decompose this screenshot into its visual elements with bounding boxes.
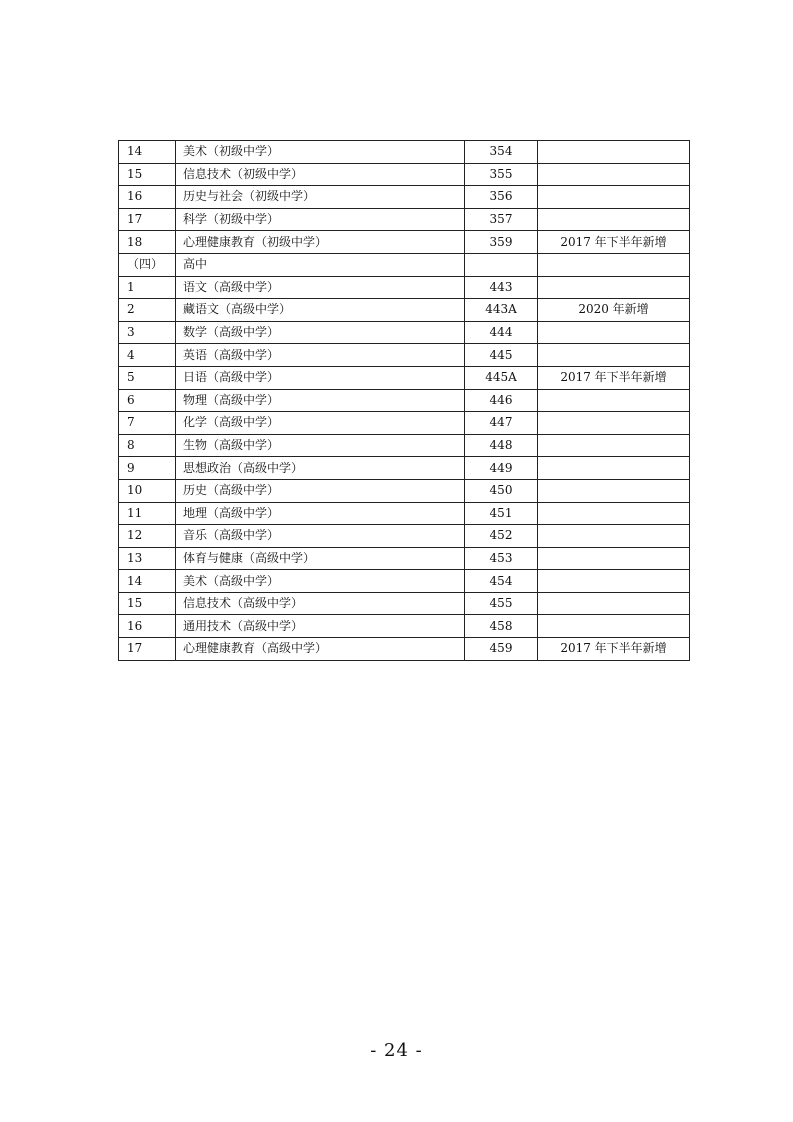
remark-cell [538, 412, 690, 435]
subject-name-cell: 高中 [176, 253, 465, 276]
table-row [119, 479, 690, 502]
row-number-cell: 9 [119, 457, 176, 480]
subject-code-cell: 455 [465, 592, 538, 615]
table-row [119, 344, 690, 367]
remark-cell: 2020 年新增 [538, 299, 690, 322]
subject-name-cell: 思想政治（高级中学） [176, 457, 465, 480]
remark-cell [538, 253, 690, 276]
subject-name-cell: 生物（高级中学） [176, 434, 465, 457]
subject-name-cell: 科学（初级中学） [176, 208, 465, 231]
remark-cell [538, 547, 690, 570]
row-number-cell: 17 [119, 638, 176, 661]
remark-cell: 2017 年下半年新增 [538, 231, 690, 254]
subject-name-cell: 语文（高级中学） [176, 276, 465, 299]
subject-code-cell: 453 [465, 547, 538, 570]
subject-name-cell: 物理（高级中学） [176, 389, 465, 412]
row-number-cell: 15 [119, 163, 176, 186]
subject-name-cell: 美术（初级中学） [176, 141, 465, 164]
row-number-cell: 13 [119, 547, 176, 570]
subject-code-cell: 445A [465, 366, 538, 389]
remark-cell [538, 525, 690, 548]
subject-name-cell: 藏语文（高级中学） [176, 299, 465, 322]
remark-cell [538, 434, 690, 457]
row-number-cell: 8 [119, 434, 176, 457]
subject-code-cell: 445 [465, 344, 538, 367]
subject-code-cell: 454 [465, 570, 538, 593]
remark-cell [538, 592, 690, 615]
subject-code-cell: 359 [465, 231, 538, 254]
table-row [119, 163, 690, 186]
row-number-cell: 7 [119, 412, 176, 435]
table-row [119, 502, 690, 525]
row-number-cell: 18 [119, 231, 176, 254]
table-row [119, 615, 690, 638]
row-number-cell: 10 [119, 479, 176, 502]
table-row [119, 186, 690, 209]
row-number-cell: 11 [119, 502, 176, 525]
row-number-cell: 14 [119, 141, 176, 164]
subject-name-cell: 历史（高级中学） [176, 479, 465, 502]
table-row [119, 547, 690, 570]
subject-code-cell: 446 [465, 389, 538, 412]
row-number-cell: 15 [119, 592, 176, 615]
remark-cell: 2017 年下半年新增 [538, 366, 690, 389]
page-number: - 24 - [370, 1040, 423, 1061]
row-number-cell: 6 [119, 389, 176, 412]
row-number-cell: 14 [119, 570, 176, 593]
subject-code-cell: 356 [465, 186, 538, 209]
subject-code-cell: 449 [465, 457, 538, 480]
subject-code-cell: 450 [465, 479, 538, 502]
table-row [119, 208, 690, 231]
subject-name-cell: 地理（高级中学） [176, 502, 465, 525]
table-row [119, 638, 690, 661]
subject-code-cell: 458 [465, 615, 538, 638]
subject-name-cell: 历史与社会（初级中学） [176, 186, 465, 209]
table-row [119, 412, 690, 435]
table-row [119, 321, 690, 344]
subject-name-cell: 日语（高级中学） [176, 366, 465, 389]
row-number-cell: 16 [119, 615, 176, 638]
table-row [119, 570, 690, 593]
row-number-cell: 17 [119, 208, 176, 231]
remark-cell [538, 321, 690, 344]
remark-cell [538, 344, 690, 367]
row-number-cell: （四） [119, 253, 176, 276]
subject-code-cell: 459 [465, 638, 538, 661]
subject-code-cell: 354 [465, 141, 538, 164]
subject-code-cell: 355 [465, 163, 538, 186]
remark-cell [538, 163, 690, 186]
subject-name-cell: 美术（高级中学） [176, 570, 465, 593]
table-row [119, 141, 690, 164]
subject-code-cell: 444 [465, 321, 538, 344]
table-row [119, 592, 690, 615]
remark-cell [538, 389, 690, 412]
table-row [119, 457, 690, 480]
remark-cell [538, 186, 690, 209]
subject-name-cell: 音乐（高级中学） [176, 525, 465, 548]
table-row [119, 525, 690, 548]
row-number-cell: 1 [119, 276, 176, 299]
subject-code-cell: 451 [465, 502, 538, 525]
subject-name-cell: 信息技术（高级中学） [176, 592, 465, 615]
subject-name-cell: 数学（高级中学） [176, 321, 465, 344]
table-row [119, 276, 690, 299]
table-row [119, 389, 690, 412]
table-row [119, 299, 690, 322]
row-number-cell: 12 [119, 525, 176, 548]
subject-name-cell: 化学（高级中学） [176, 412, 465, 435]
subject-name-cell: 体育与健康（高级中学） [176, 547, 465, 570]
table-row [119, 253, 690, 276]
remark-cell [538, 457, 690, 480]
row-number-cell: 16 [119, 186, 176, 209]
remark-cell [538, 615, 690, 638]
subject-code-cell: 357 [465, 208, 538, 231]
subject-code-cell: 448 [465, 434, 538, 457]
subject-code-cell: 452 [465, 525, 538, 548]
subject-name-cell: 英语（高级中学） [176, 344, 465, 367]
remark-cell [538, 276, 690, 299]
remark-cell [538, 570, 690, 593]
subject-code-cell: 443 [465, 276, 538, 299]
subject-name-cell: 信息技术（初级中学） [176, 163, 465, 186]
row-number-cell: 5 [119, 366, 176, 389]
subject-code-table [118, 140, 690, 661]
table-body [119, 141, 690, 661]
row-number-cell: 4 [119, 344, 176, 367]
remark-cell: 2017 年下半年新增 [538, 638, 690, 661]
subject-code-cell: 443A [465, 299, 538, 322]
remark-cell [538, 141, 690, 164]
row-number-cell: 2 [119, 299, 176, 322]
table-row [119, 366, 690, 389]
table-row [119, 231, 690, 254]
subject-name-cell: 心理健康教育（高级中学） [176, 638, 465, 661]
subject-name-cell: 心理健康教育（初级中学） [176, 231, 465, 254]
remark-cell [538, 479, 690, 502]
subject-code-cell [465, 253, 538, 276]
remark-cell [538, 502, 690, 525]
table-row [119, 434, 690, 457]
subject-name-cell: 通用技术（高级中学） [176, 615, 465, 638]
subject-code-cell: 447 [465, 412, 538, 435]
remark-cell [538, 208, 690, 231]
row-number-cell: 3 [119, 321, 176, 344]
